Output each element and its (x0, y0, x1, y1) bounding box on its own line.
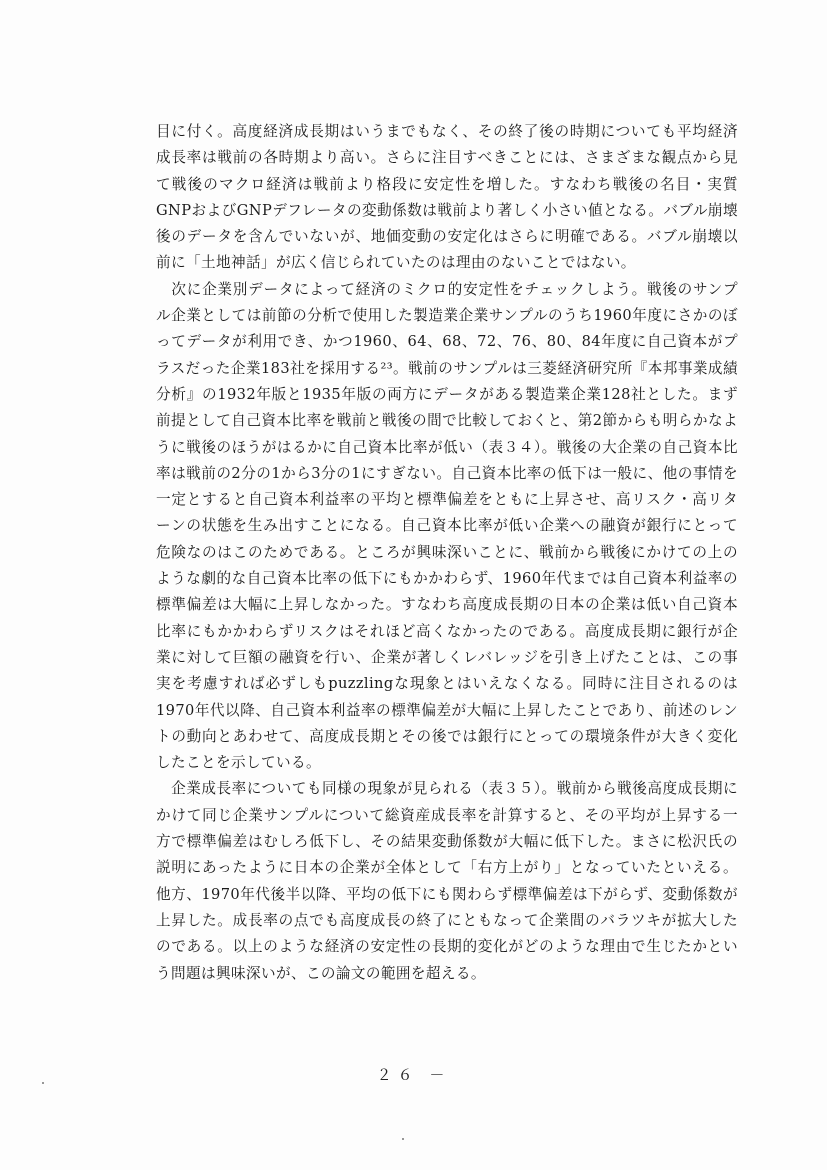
scan-speck (42, 1082, 44, 1084)
paragraph-2: 次に企業別データによって経済のミクロ的安定性をチェックしよう。戦後のサンプル企業としては前節の分析で使用した製造業企業サンプルのうち1960年度にさかのぼってデータが利用でき、かつ1960、64、68、72、76、80、84年度に自己資本がプラスだった企業183社を採用する²³。戦前のサンプルは三菱経済研究所『本邦事業成績分析』の1932年版と1935年版の両方にデータがある製造業企業128社とした。まず前提として自己資本比率を戦前と戦後の間で比較しておくと、第2節からも明らかなように戦後のほうがはるかに自己資本比率が低い（表３４）。戦後の大企業の自己資本比率は戦前の2分の1から3分の1にすぎない。自己資本比率の低下は一般に、他の事情を一定とすると自己資本利益率の平均と標準偏差をともに上昇させ、高リスク・高リターンの状態を生み出すことになる。自己資本比率が低い企業への融資が銀行にとって危険なのはこのためである。ところが興味深いことに、戦前から戦後にかけての上のような劇的な自己資本比率の低下にもかかわらず、1960年代までは自己資本利益率の標準偏差は大幅に上昇しなかった。すなわち高度成長期の日本の企業は低い自己資本比率にもかかわらずリスクはそれほど高くなかったのである。高度成長期に銀行が企業に対して巨額の融資を行い、企業が著しくレバレッジを引き上げたことは、この事実を考慮すれば必ずしもpuzzlingな現象とはいえなくなる。同時に注目されるのは1970年代以降、自己資本利益率の標準偏差が大幅に上昇したことであり、前述のレントの動向とあわせて、高度成長期とその後では銀行にとっての環境条件が大きく変化したことを示している。 (156, 280, 738, 772)
page-number: ２６ － (376, 1066, 451, 1084)
paragraph-3: 企業成長率についても同様の現象が見られる（表３５）。戦前から戦後高度成長期にかけて同じ企業サンプルについて総資産成長率を計算すると、その平均が上昇する一方で標準偏差はむしろ低下し、その結果変動係数が大幅に低下した。まさに松沢氏の説明にあったように日本の企業が全体として「右方上がり」となっていたといえる。他方、1970年代後半以降、平均の低下にも関わらず標準偏差は下がらず、変動係数が上昇した。成長率の点でも高度成長の終了にともなって企業間のバラツキが拡大したのである。以上のような経済の安定性の長期的変化がどのような理由で生じたかという問題は興味深いが、この論文の範囲を超える。 (156, 780, 738, 982)
body-text (156, 119, 738, 987)
scan-speck (402, 1138, 404, 1140)
paragraph-1: 目に付く。高度経済成長期はいうまでもなく、その終了後の時期についても平均経済成長率は戦前の各時期より高い。さらに注目すべきことには、さまざまな観点から見て戦後のマクロ経済は戦前より格段に安定性を増した。すなわち戦後の名目・実質GNPおよびGNPデフレータの変動係数は戦前より著しく小さい値となる。バブル崩壊後のデータを含んでいないが、地価変動の安定化はさらに明確である。バブル崩壊以前に「土地神話」が広く信じられていたのは理由のないことではない。 (156, 123, 738, 272)
